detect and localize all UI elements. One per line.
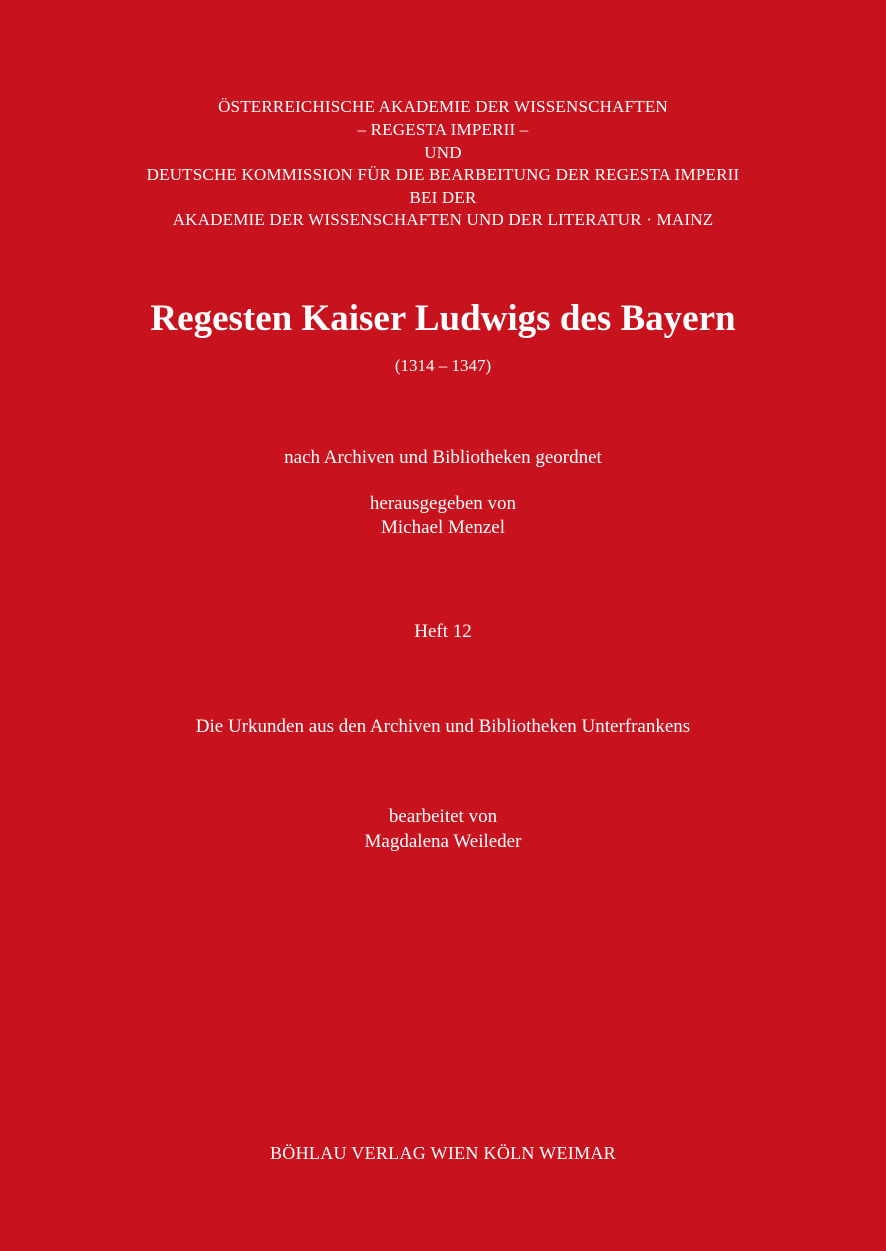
author-name: Magdalena Weileder <box>364 831 522 852</box>
author-label: bearbeitet von <box>388 806 498 827</box>
book-title: Regesten Kaiser Ludwigs des Bayern <box>150 298 736 339</box>
book-subtitle: nach Archiven und Bibliotheken geordnet <box>284 447 602 468</box>
institution-line-2: – REGESTA IMPERII – <box>357 120 529 139</box>
publisher: BÖHLAU VERLAG WIEN KÖLN WEIMAR <box>270 1143 616 1163</box>
volume-title: Die Urkunden aus den Archiven und Bibliotheken Unterfrankens <box>195 716 691 737</box>
institution-line-5: BEI DER <box>409 188 477 207</box>
book-dates: (1314 – 1347) <box>394 356 492 375</box>
institution-line-1: ÖSTERREICHISCHE AKADEMIE DER WISSENSCHAFTEN <box>218 97 668 116</box>
institution-line-6: AKADEMIE DER WISSENSCHAFTEN UND DER LITERATUR · MAINZ <box>172 210 714 229</box>
editor-name: Michael Menzel <box>381 517 505 538</box>
institution-line-4: DEUTSCHE KOMMISSION FÜR DIE BEARBEITUNG DER REGESTA IMPERII <box>146 165 740 184</box>
institution-line-3: UND <box>424 143 462 162</box>
editor-label: herausgegeben von <box>369 493 517 514</box>
volume-number: Heft 12 <box>414 621 472 642</box>
